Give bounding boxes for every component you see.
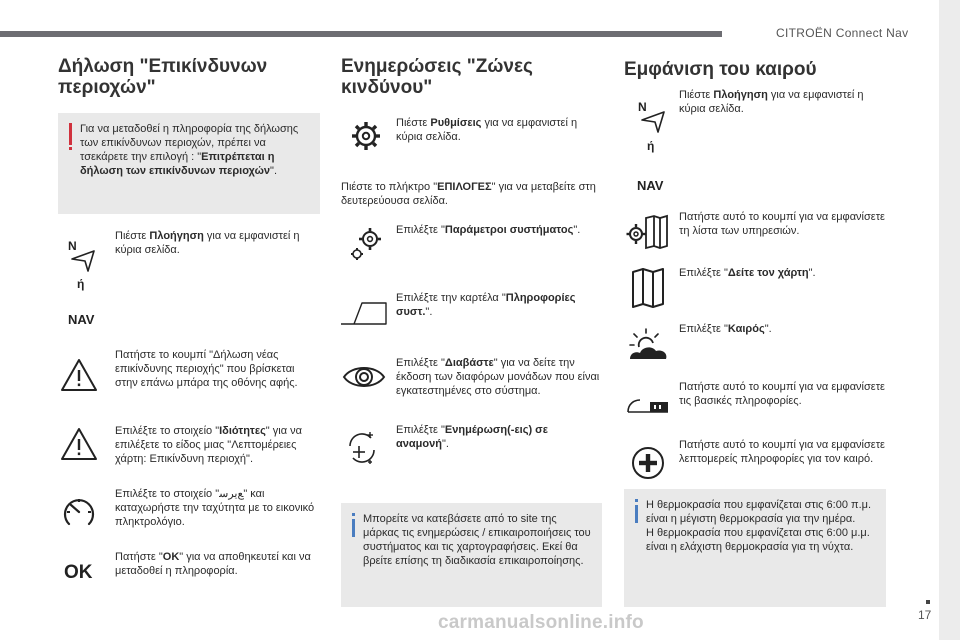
text: Επιλέξτε " bbox=[396, 224, 445, 236]
info-notice-text: Η θερμοκρασία που εμφανίζεται στις 6:00 π.μ. είναι η μέγιστη θερμοκρασία για την ημέρα. bbox=[646, 499, 872, 525]
text: Πατήστε " bbox=[115, 551, 163, 563]
step-text bbox=[115, 229, 320, 257]
svg-text:N: N bbox=[638, 100, 647, 114]
text-bold: Καιρός bbox=[727, 323, 765, 335]
or-label: ή bbox=[647, 139, 655, 153]
step-text bbox=[679, 88, 885, 116]
text: ". bbox=[270, 165, 278, 177]
nav-button[interactable]: NAV bbox=[637, 178, 664, 193]
text: Πιέστε bbox=[115, 230, 150, 242]
info-icon-bar bbox=[635, 505, 638, 523]
text: ". bbox=[425, 306, 433, 318]
text: Πατήστε αυτό το κουμπί για να εμφανίσετε τη λίστα των υπηρεσιών. bbox=[679, 211, 885, 237]
svg-text:N: N bbox=[68, 239, 77, 253]
title-line: κινδύνου" bbox=[341, 77, 433, 98]
info-icon bbox=[352, 513, 355, 516]
title-line: περιοχών" bbox=[58, 77, 156, 98]
step-text bbox=[679, 322, 885, 336]
add-details-icon[interactable] bbox=[631, 446, 665, 480]
text: Επιλέξτε το στοιχείο " bbox=[115, 425, 220, 437]
step-text bbox=[341, 180, 603, 208]
info-notice bbox=[624, 489, 886, 607]
text: Πατήστε αυτό το κουμπί για να εμφανίσετε λεπτομερείς πληροφορίες για τον καιρό. bbox=[679, 439, 885, 465]
system-settings-icon[interactable] bbox=[348, 226, 386, 262]
header-bar bbox=[0, 31, 722, 37]
step-text bbox=[115, 487, 320, 529]
title-line: Ενημερώσεις "Ζώνες bbox=[341, 56, 533, 77]
watermark: carmanualsonline.info bbox=[438, 612, 644, 633]
step-text bbox=[679, 266, 885, 280]
text: " για να δείτε την έκδοση των διαφόρων μονάδων που είναι εγκατεστημένες στο σύστημα. bbox=[396, 357, 600, 397]
text: ". bbox=[441, 438, 449, 450]
nav-button[interactable]: NAV bbox=[68, 312, 95, 327]
text: ". bbox=[764, 323, 772, 335]
warning-icon-dot bbox=[69, 147, 72, 150]
page-edge-strip bbox=[939, 0, 960, 640]
text: " για να αποθηκευτεί και να μεταδοθεί η πληροφορία. bbox=[115, 551, 311, 577]
section-title-danger-updates bbox=[341, 56, 603, 98]
warning-notice-text bbox=[80, 122, 310, 178]
step-text bbox=[396, 356, 602, 398]
services-list-icon[interactable] bbox=[626, 214, 668, 250]
step-text bbox=[679, 380, 885, 408]
tab-icon[interactable] bbox=[340, 300, 388, 326]
text-bold: Ιδιότητες bbox=[219, 425, 266, 437]
eye-icon[interactable] bbox=[342, 362, 386, 392]
text: για να εμφανιστεί η κύρια σελίδα. bbox=[679, 89, 864, 115]
page-marker bbox=[926, 600, 930, 604]
basic-info-icon[interactable] bbox=[626, 396, 670, 416]
text: Πιέστε bbox=[396, 117, 431, 129]
update-icon[interactable] bbox=[344, 430, 380, 466]
info-notice-text: Μπορείτε να κατεβάσετε από το site της μάρκας τις ενημερώσεις / επικαιροποιήσεις του συστήματος και τις χαρτογραφήσεις. Εκεί θα βρείτε επίσης τη διαδικασία επικαιροποίησης. bbox=[363, 513, 591, 567]
step-text bbox=[679, 438, 885, 466]
navigation-arrow-icon[interactable] bbox=[634, 98, 670, 134]
map-icon[interactable] bbox=[632, 268, 664, 308]
header-brand: CITROËN Connect Nav bbox=[776, 26, 909, 40]
text: για να εμφανιστεί η κύρια σελίδα. bbox=[115, 230, 300, 256]
warning-icon bbox=[69, 123, 72, 145]
text: Πατήστε αυτό το κουμπί για να εμφανίσετε τις βασικές πληροφορίες. bbox=[679, 381, 885, 407]
text-bold: Παράμετροι συστήματος bbox=[444, 224, 574, 236]
text: " για να επιλέξετε το είδος μιας "Λεπτομέρειες χάρτη: Επικίνδυνη περιοχή". bbox=[115, 425, 302, 465]
text: Πιέστε το πλήκτρο " bbox=[341, 181, 438, 193]
text: Πατήστε το κουμπί "Δήλωση νέας επικίνδυνης περιοχής" που βρίσκεται στην επάνω μπάρα της οθόνης αφής. bbox=[115, 349, 298, 389]
text: Επιλέξτε " bbox=[679, 267, 728, 279]
text-bold: Δείτε τον χάρτη bbox=[727, 267, 809, 279]
info-icon-bar bbox=[352, 519, 355, 537]
info-icon bbox=[635, 499, 638, 502]
title-line: Δήλωση "Επικίνδυνων bbox=[58, 56, 268, 77]
text: Επιλέξτε " bbox=[396, 424, 445, 436]
text: " για να μεταβείτε στη δευτερεύουσα σελίδα. bbox=[341, 181, 596, 207]
text-bold: ΕΠΙΛΟΓΕΣ bbox=[437, 181, 492, 193]
text-bold: Ρυθμίσεις bbox=[430, 117, 482, 129]
text-bold: Διαβάστε bbox=[444, 357, 494, 369]
step-text bbox=[396, 291, 602, 319]
or-label: ή bbox=[77, 277, 85, 291]
step-text bbox=[679, 210, 885, 238]
text: ". bbox=[808, 267, 816, 279]
info-notice bbox=[341, 503, 602, 607]
text-bold: Πλοήγηση bbox=[713, 89, 768, 101]
text-bold: Επιτρέπεται η δήλωση των επικίνδυνων περιοχών bbox=[80, 151, 275, 177]
navigation-arrow-icon[interactable] bbox=[64, 237, 100, 273]
step-text bbox=[396, 423, 602, 451]
text: για να εμφανιστεί η κύρια σελίδα. bbox=[396, 117, 578, 143]
page-number: 17 bbox=[918, 608, 932, 622]
step-text bbox=[115, 348, 320, 390]
ok-button[interactable]: OK bbox=[64, 562, 93, 583]
danger-triangle-icon[interactable] bbox=[59, 426, 99, 462]
text: Επιλέξτε την καρτέλα " bbox=[396, 292, 506, 304]
text: Επιλέξτε το στοιχείο "ﻊﯾﺮﺳ" και καταχωρήστε την ταχύτητα με το εικονικό πληκτρολόγιο. bbox=[115, 488, 315, 528]
step-text bbox=[115, 424, 320, 466]
danger-triangle-icon[interactable] bbox=[59, 357, 99, 393]
info-notice-text: Η θερμοκρασία που εμφανίζεται στις 6:00 μ.μ. είναι η ελάχιστη θερμοκρασία για τη νύχτα. bbox=[646, 527, 870, 553]
text-bold: OK bbox=[162, 551, 180, 563]
step-text bbox=[396, 223, 602, 237]
text: Πιέστε bbox=[679, 89, 714, 101]
speedometer-icon[interactable] bbox=[61, 494, 97, 530]
step-text bbox=[115, 550, 320, 578]
text-bold: Πληροφορίες συστ. bbox=[396, 292, 576, 318]
weather-icon[interactable] bbox=[626, 327, 670, 363]
section-title-danger-declaration bbox=[58, 56, 320, 98]
text: ". bbox=[573, 224, 581, 236]
text: Επιλέξτε " bbox=[679, 323, 728, 335]
section-title-weather: Εμφάνιση του καιρού bbox=[624, 59, 817, 80]
text-bold: Ενημέρωση(-εις) σε αναμονή bbox=[396, 424, 548, 450]
text-bold: Πλοήγηση bbox=[149, 230, 204, 242]
step-text bbox=[396, 116, 602, 144]
text: Επιλέξτε " bbox=[396, 357, 445, 369]
text: Για να μεταδοθεί η πληροφορία της δήλωσης των επικίνδυνων περιοχών, πρέπει να τσεκάρετε την επιλογή : " bbox=[80, 123, 299, 163]
settings-gear-icon[interactable] bbox=[350, 120, 382, 152]
warning-notice bbox=[58, 113, 320, 214]
